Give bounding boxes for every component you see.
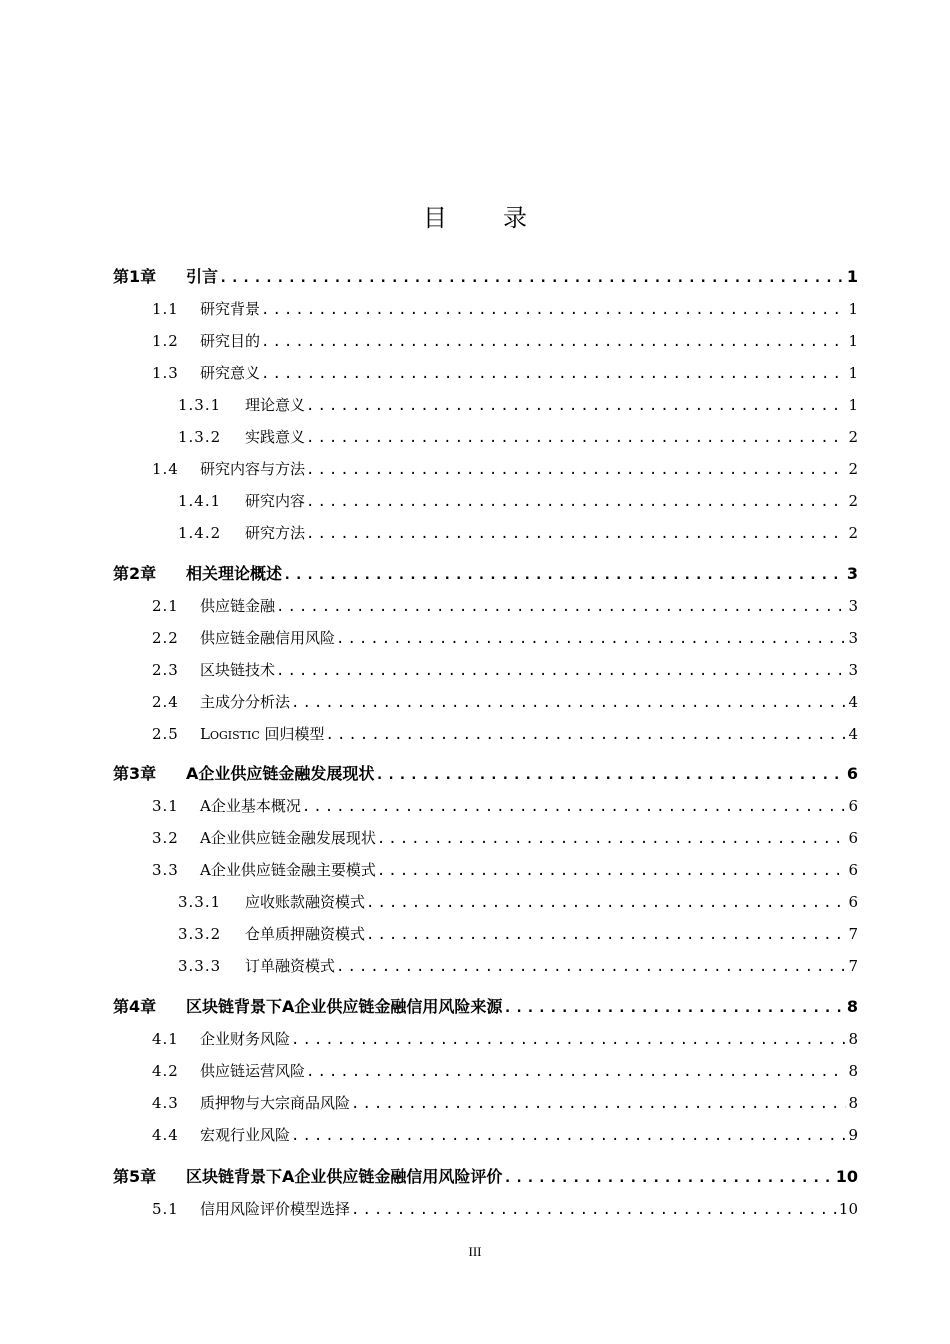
toc-entry-number: 1.3.1 [178, 396, 222, 414]
toc-entry-number: 3.3.1 [178, 893, 222, 911]
toc-entry-title: 质押物与大宗商品风险 [200, 1094, 351, 1112]
toc-entry-title: 区块链背景下A企业供应链金融信用风险评价 [186, 1167, 503, 1186]
toc-entry-page: 6 [848, 829, 858, 847]
toc-entry-number: 4.3 [152, 1094, 179, 1112]
toc-entry-title: 理论意义 [245, 396, 306, 414]
toc-entry-page: 2 [848, 460, 858, 478]
toc-entry-number: 3.3 [152, 861, 179, 879]
toc-entry[interactable] [178, 521, 858, 545]
toc-entry-title: 研究背景 [200, 300, 261, 318]
toc-dot-leader [503, 1166, 833, 1189]
toc-entry-number: 3.1 [152, 797, 179, 815]
toc-entry-page: 8 [846, 997, 858, 1016]
toc-entry-title: 区块链技术 [200, 661, 276, 679]
page-number-footer: III [468, 1244, 482, 1259]
toc-entry-page: 10 [838, 1200, 858, 1218]
toc-dot-leader [219, 266, 845, 289]
toc-entry-title: 应收账款融资模式 [245, 893, 366, 911]
toc-entry-title: 研究内容 [245, 492, 306, 510]
toc-entry-page: 3 [848, 661, 858, 679]
toc-dot-leader [302, 795, 847, 818]
toc-entry-page: 6 [848, 797, 858, 815]
toc-entry[interactable] [152, 626, 858, 650]
toc-entry-number: 2.3 [152, 661, 179, 679]
toc-dot-leader [306, 394, 846, 417]
toc-entry[interactable] [178, 954, 858, 978]
toc-dot-leader [261, 298, 846, 321]
toc-entry-number: 2.4 [152, 693, 179, 711]
toc-entry[interactable] [152, 1091, 858, 1115]
toc-entry-title: 供应链金融信用风险 [200, 629, 336, 647]
toc-entry-page: 2 [848, 492, 858, 510]
toc-entry-page: 2 [848, 524, 858, 542]
toc-entry-number: 5.1 [152, 1200, 179, 1218]
toc-entry-page: 2 [848, 428, 858, 446]
toc-dot-leader [375, 763, 844, 786]
toc-entry[interactable] [152, 1123, 858, 1147]
toc-entry-number: 2.1 [152, 597, 179, 615]
toc-entry-number: 1.4.2 [178, 524, 222, 542]
toc-entry-number: 1.3 [152, 364, 179, 382]
toc-entry-title: Logistic 回归模型 [200, 725, 325, 743]
toc-entry-page: 4 [848, 693, 858, 711]
toc-entry-title: 实践意义 [245, 428, 306, 446]
toc-entry[interactable] [178, 393, 858, 417]
toc-entry[interactable] [178, 489, 858, 513]
toc-entry-page: 1 [848, 300, 858, 318]
toc-entry-title: 订单融资模式 [245, 957, 336, 975]
toc-entry-page: 3 [848, 597, 858, 615]
toc-entry-title: 宏观行业风险 [200, 1126, 291, 1144]
toc-dot-leader [276, 595, 846, 618]
toc-entry[interactable] [152, 457, 858, 481]
toc-entry-title: 研究目的 [200, 332, 261, 350]
toc-dot-leader [336, 955, 846, 978]
toc-entry[interactable] [152, 794, 858, 818]
toc-entry[interactable] [113, 562, 858, 586]
toc-entry-title: 企业财务风险 [200, 1030, 291, 1048]
toc-dot-leader [261, 362, 846, 385]
page-title: 目录 [423, 204, 583, 232]
toc-entry-title: A企业供应链金融主要模式 [200, 861, 376, 879]
toc-entry[interactable] [152, 1027, 858, 1051]
toc-entry-page: 6 [846, 764, 858, 783]
toc-entry-page: 7 [848, 925, 858, 943]
toc-entry[interactable] [152, 658, 858, 682]
toc-dot-leader [276, 659, 846, 682]
toc-dot-leader [366, 923, 846, 946]
toc-entry[interactable] [113, 762, 858, 786]
toc-entry-title: A企业供应链金融发展现状 [186, 764, 375, 783]
toc-entry-title: 供应链金融 [200, 597, 276, 615]
toc-entry-number: 3.3.3 [178, 957, 222, 975]
toc-dot-leader [283, 563, 845, 586]
toc-entry-number: 3.2 [152, 829, 179, 847]
toc-entry[interactable] [178, 425, 858, 449]
toc-dot-leader [306, 458, 846, 481]
toc-entry-page: 8 [848, 1030, 858, 1048]
toc-entry-number: 1.3.2 [178, 428, 222, 446]
toc-entry[interactable] [152, 690, 858, 714]
toc-entry-number: 第5章 [113, 1167, 157, 1186]
toc-entry-title: 研究内容与方法 [200, 460, 306, 478]
toc-entry-page: 1 [848, 364, 858, 382]
toc-entry-page: 4 [848, 725, 858, 743]
toc-entry-title: 研究方法 [245, 524, 306, 542]
toc-entry-page: 6 [848, 861, 858, 879]
toc-entry[interactable] [152, 722, 858, 746]
toc-entry-page: 3 [846, 564, 858, 583]
toc-dot-leader [326, 723, 847, 746]
toc-dot-leader [291, 1124, 846, 1147]
toc-dot-leader [351, 1198, 837, 1221]
toc-entry[interactable] [152, 1197, 858, 1221]
toc-entry-page: 1 [848, 396, 858, 414]
toc-dot-leader [503, 996, 844, 1019]
toc-entry[interactable] [152, 361, 858, 385]
toc-dot-leader [336, 627, 846, 650]
toc-entry[interactable] [152, 826, 858, 850]
toc-entry[interactable] [113, 265, 858, 289]
toc-entry-number: 1.4 [152, 460, 179, 478]
toc-dot-leader [377, 827, 847, 850]
toc-entry-number: 第3章 [113, 764, 157, 783]
toc-entry-title: A企业供应链金融发展现状 [200, 829, 376, 847]
toc-entry-page: 1 [848, 332, 858, 350]
toc-entry-page: 6 [848, 893, 858, 911]
toc-entry-number: 2.2 [152, 629, 179, 647]
toc-entry[interactable] [152, 297, 858, 321]
toc-entry-page: 9 [848, 1126, 858, 1144]
toc-entry[interactable] [152, 594, 858, 618]
toc-entry-title: 主成分分析法 [200, 693, 291, 711]
toc-entry-number: 1.4.1 [178, 492, 222, 510]
toc-entry-page: 7 [848, 957, 858, 975]
toc-entry-number: 4.4 [152, 1126, 179, 1144]
toc-entry[interactable] [152, 1059, 858, 1083]
toc-dot-leader [261, 330, 846, 353]
toc-entry-title: 仓单质押融资模式 [245, 925, 366, 943]
toc-dot-leader [366, 891, 846, 914]
toc-entry-title: 区块链背景下A企业供应链金融信用风险来源 [186, 997, 503, 1016]
toc-entry[interactable] [152, 858, 858, 882]
toc-entry-title: 引言 [186, 267, 219, 286]
toc-entry-number: 4.1 [152, 1030, 179, 1048]
toc-entry-page: 8 [848, 1094, 858, 1112]
toc-entry-number: 第2章 [113, 564, 157, 583]
toc-dot-leader [306, 490, 846, 513]
toc-entry-number: 4.2 [152, 1062, 179, 1080]
toc-entry-number: 1.2 [152, 332, 179, 350]
toc-entry[interactable] [152, 329, 858, 353]
toc-entry-page: 1 [846, 267, 858, 286]
toc-dot-leader [351, 1092, 846, 1115]
toc-dot-leader [306, 426, 846, 449]
toc-entry-title: 信用风险评价模型选择 [200, 1200, 351, 1218]
toc-entry-title: 供应链运营风险 [200, 1062, 306, 1080]
toc-dot-leader [291, 1028, 846, 1051]
toc-entry-title: 相关理论概述 [186, 564, 283, 583]
toc-entry-number: 2.5 [152, 725, 179, 743]
toc-entry-page: 3 [848, 629, 858, 647]
toc-entry-number: 第1章 [113, 267, 157, 286]
toc-entry-number: 1.1 [152, 300, 179, 318]
toc-entry[interactable] [113, 1165, 858, 1189]
toc-entry-page: 10 [835, 1167, 858, 1186]
toc-dot-leader [377, 859, 847, 882]
toc-entry-page: 8 [848, 1062, 858, 1080]
toc-entry[interactable] [178, 922, 858, 946]
toc-entry[interactable] [178, 890, 858, 914]
toc-dot-leader [306, 1060, 846, 1083]
toc-entry-title: A企业基本概况 [200, 797, 301, 815]
toc-entry-number: 3.3.2 [178, 925, 222, 943]
toc-entry-number: 第4章 [113, 997, 157, 1016]
toc-entry[interactable] [113, 995, 858, 1019]
toc-entry-title: 研究意义 [200, 364, 261, 382]
toc-dot-leader [291, 691, 846, 714]
toc-dot-leader [306, 522, 846, 545]
